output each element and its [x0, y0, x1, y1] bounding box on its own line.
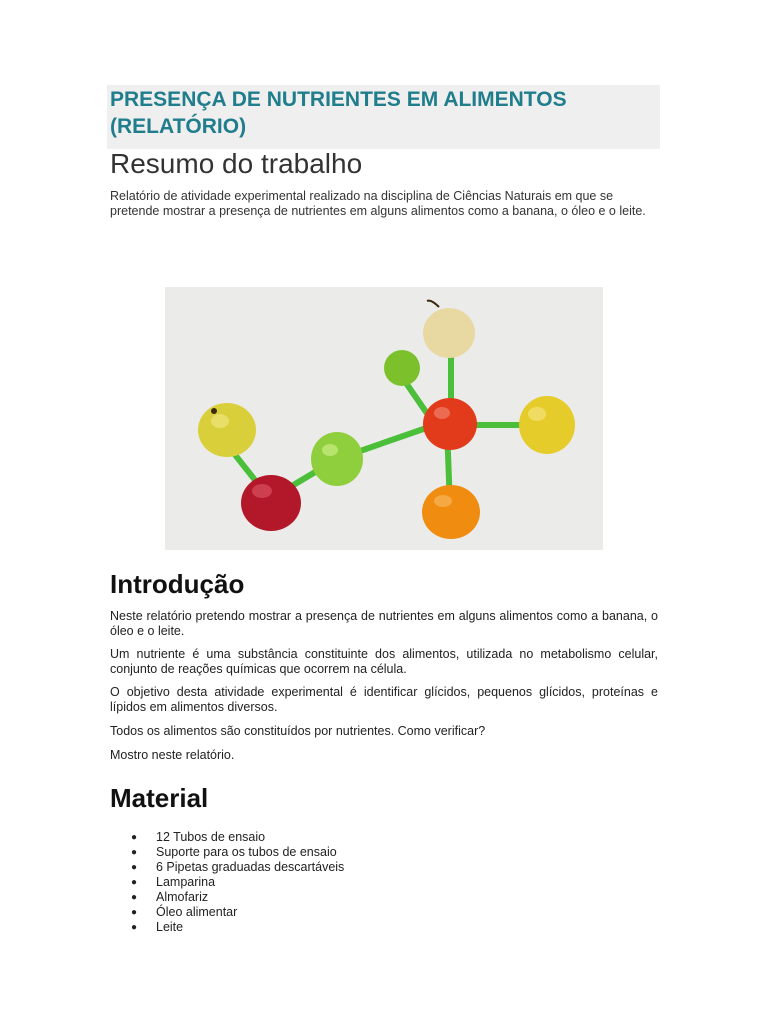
fruit-molecule-image — [165, 287, 603, 550]
intro-paragraph-2: Um nutriente é uma substância constituinte dos alimentos, utilizada no metabolismo celular, conjunto de reações químicas que ocorrem na célula. — [110, 647, 658, 676]
page-title: PRESENÇA DE NUTRIENTES EM ALIMENTOS (RELATÓRIO) — [110, 88, 567, 138]
material-list — [110, 830, 344, 935]
intro-paragraph-5: Mostro neste relatório. — [110, 748, 235, 762]
list-item: ● 6 Pipetas graduadas descartáveis — [131, 860, 345, 874]
lemon-fruit — [519, 396, 575, 454]
intro-paragraph-4: Todos os alimentos são constituídos por nutrientes. Como verificar? — [110, 724, 486, 738]
bullet-icon: ● — [131, 922, 138, 933]
list-item: ● Óleo alimentar — [131, 905, 238, 919]
bullet-icon: ● — [131, 877, 138, 888]
bullet-icon: ● — [131, 832, 138, 843]
list-item: ● Almofariz — [131, 890, 209, 904]
list-item: ● Suporte para os tubos de ensaio — [131, 845, 337, 859]
fruits — [198, 301, 575, 539]
bullet-icon: ● — [131, 892, 138, 903]
intro-paragraph-1: Neste relatório pretendo mostrar a presença de nutrientes em alguns alimentos como a banana, o óleo e o leite. — [110, 609, 658, 638]
bullet-icon: ● — [131, 862, 138, 873]
introduction-heading: Introdução — [110, 569, 245, 599]
bullet-icon: ● — [131, 847, 138, 858]
lime-fruit — [384, 350, 420, 386]
list-item: ● Lamparina — [131, 875, 216, 889]
pear-fruit — [423, 308, 475, 358]
fruit-molecule-illustration — [165, 287, 603, 550]
orange-fruit — [422, 485, 480, 539]
green-apple-fruit — [311, 432, 363, 486]
bullet-icon: ● — [131, 907, 138, 918]
material-heading: Material — [110, 783, 209, 813]
summary-text: Relatório de atividade experimental realizado na disciplina de Ciências Naturais em que se pretende mostrar a presença de nutrientes em alguns alimentos como a banana, o óleo e o leite. — [110, 189, 646, 218]
red-apple-fruit — [241, 475, 301, 531]
intro-paragraph-3: O objetivo desta atividade experimental é identificar glícidos, pequenos glícidos, proteínas e lípidos em alimentos diversos. — [110, 685, 658, 714]
summary-heading: Resumo do trabalho — [110, 148, 363, 179]
quince-fruit — [198, 403, 256, 457]
list-item: ● Leite — [131, 920, 184, 934]
list-item: ● 12 Tubos de ensaio — [131, 830, 266, 844]
tomato-fruit — [423, 398, 477, 450]
